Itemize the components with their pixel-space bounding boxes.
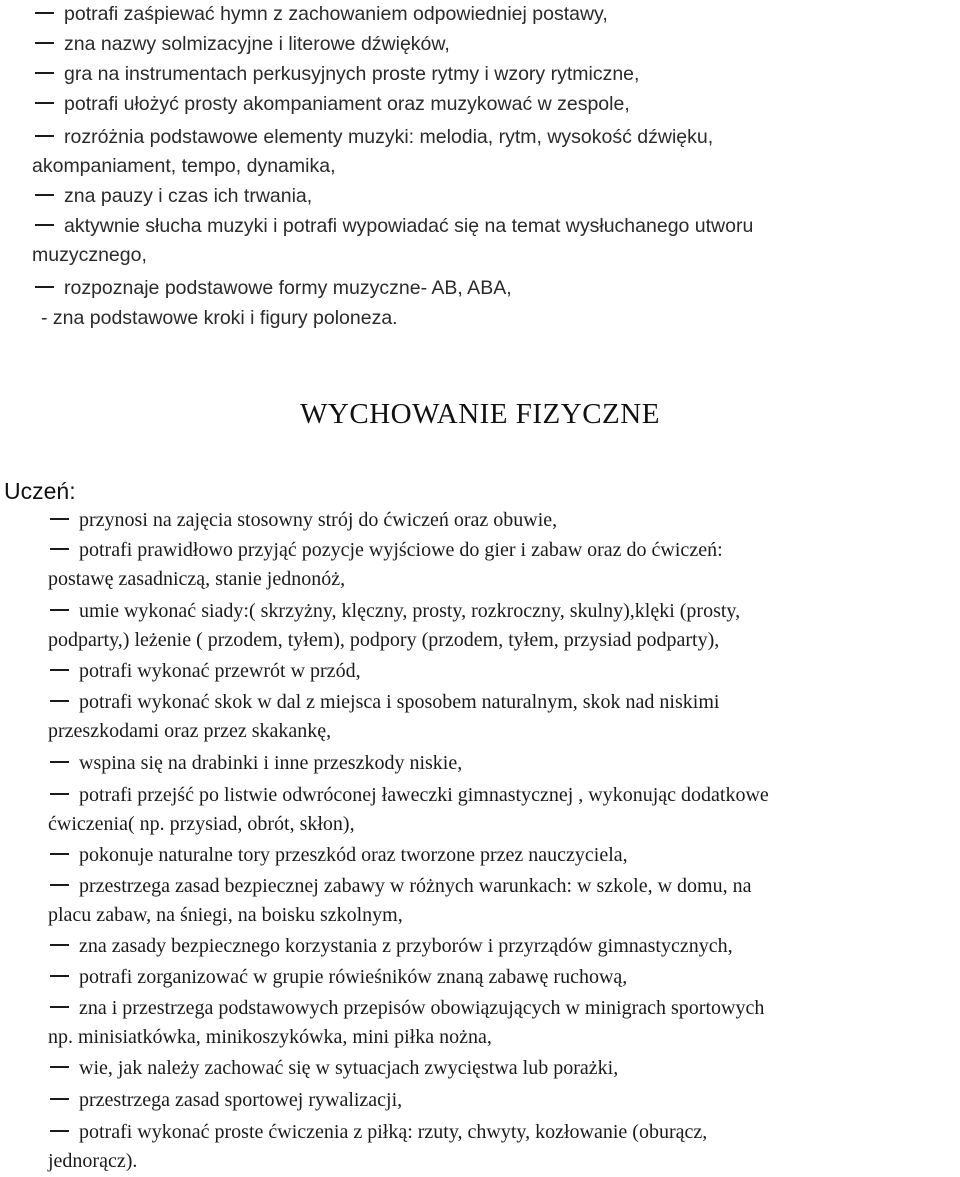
list-item: przestrzega zasad bezpiecznej zabawy w różnych warunkach: w szkole, w domu, na bbox=[50, 874, 751, 898]
list-item-continuation: muzycznego, bbox=[32, 244, 147, 266]
list-item: wspina się na drabinki i inne przeszkody niskie, bbox=[50, 751, 462, 775]
list-item: - zna podstawowe kroki i figury poloneza. bbox=[41, 307, 398, 329]
list-item: zna pauzy i czas ich trwania, bbox=[35, 184, 312, 208]
list-item-continuation: ćwiczenia( np. przysiad, obrót, skłon), bbox=[48, 813, 355, 835]
dash-bullet-icon bbox=[50, 944, 69, 946]
dash-bullet-icon bbox=[35, 194, 54, 196]
list-item: potrafi prawidłowo przyjąć pozycje wyjściowe do gier i zabaw oraz do ćwiczeń: bbox=[50, 538, 723, 562]
list-item: przestrzega zasad sportowej rywalizacji, bbox=[50, 1088, 402, 1112]
list-item: rozróżnia podstawowe elementy muzyki: melodia, rytm, wysokość dźwięku, bbox=[35, 125, 713, 149]
list-item-continuation: przeszkodami oraz przez skakankę, bbox=[48, 720, 332, 742]
dash-bullet-icon bbox=[35, 12, 54, 14]
list-item: zna i przestrzega podstawowych przepisów obowiązujących w minigrach sportowych bbox=[50, 996, 764, 1020]
dash-bullet-icon bbox=[50, 1098, 69, 1100]
list-item: potrafi wykonać skok w dal z miejsca i sposobem naturalnym, skok nad niskimi bbox=[50, 690, 719, 714]
list-item-continuation: np. minisiatkówka, minikoszykówka, mini piłka nożna, bbox=[48, 1026, 492, 1048]
list-item-continuation: jednorącz). bbox=[48, 1150, 138, 1172]
dash-bullet-icon bbox=[50, 975, 69, 977]
dash-bullet-icon bbox=[50, 1006, 69, 1008]
dash-bullet-icon bbox=[35, 224, 54, 226]
dash-bullet-icon bbox=[50, 609, 69, 611]
dash-bullet-icon bbox=[50, 793, 69, 795]
list-item: pokonuje naturalne tory przeszkód oraz tworzone przez nauczyciela, bbox=[50, 843, 628, 867]
dash-bullet-icon bbox=[35, 42, 54, 44]
dash-bullet-icon bbox=[35, 102, 54, 104]
list-item: potrafi zorganizować w grupie rówieśników znaną zabawę ruchową, bbox=[50, 965, 627, 989]
dash-bullet-icon bbox=[50, 518, 69, 520]
list-item: umie wykonać siady:( skrzyżny, klęczny, prosty, rozkroczny, skulny),klęki (prosty, bbox=[50, 599, 740, 623]
list-item: potrafi zaśpiewać hymn z zachowaniem odpowiedniej postawy, bbox=[35, 2, 608, 26]
list-item: aktywnie słucha muzyki i potrafi wypowiadać się na temat wysłuchanego utworu bbox=[35, 214, 753, 238]
list-item: potrafi wykonać proste ćwiczenia z piłką: rzuty, chwyty, kozłowanie (oburącz, bbox=[50, 1120, 707, 1144]
list-item-continuation: postawę zasadniczą, stanie jednonóż, bbox=[48, 568, 346, 590]
student-label: Uczeń: bbox=[4, 478, 76, 504]
dash-bullet-icon bbox=[35, 72, 54, 74]
dash-bullet-icon bbox=[50, 884, 69, 886]
dash-bullet-icon bbox=[35, 135, 54, 137]
dash-bullet-icon bbox=[50, 669, 69, 671]
list-item: wie, jak należy zachować się w sytuacjach zwycięstwa lub porażki, bbox=[50, 1056, 618, 1080]
list-item: gra na instrumentach perkusyjnych proste rytmy i wzory rytmiczne, bbox=[35, 62, 639, 86]
list-item-continuation: akompaniament, tempo, dynamika, bbox=[32, 155, 336, 177]
dash-bullet-icon bbox=[50, 548, 69, 550]
list-item: przynosi na zajęcia stosowny strój do ćwiczeń oraz obuwie, bbox=[50, 508, 557, 532]
list-item: rozpoznaje podstawowe formy muzyczne- AB, ABA, bbox=[35, 276, 512, 300]
list-item: potrafi przejść po listwie odwróconej ławeczki gimnastycznej , wykonując dodatkowe bbox=[50, 783, 769, 807]
list-item: potrafi ułożyć prosty akompaniament oraz muzykować w zespole, bbox=[35, 92, 630, 116]
dash-bullet-icon bbox=[50, 700, 69, 702]
list-item: zna nazwy solmizacyjne i literowe dźwięków, bbox=[35, 32, 450, 56]
dash-bullet-icon bbox=[50, 1066, 69, 1068]
dash-bullet-icon bbox=[50, 853, 69, 855]
section-title: WYCHOWANIE FIZYCZNE bbox=[300, 398, 660, 430]
dash-bullet-icon bbox=[50, 1130, 69, 1132]
list-item: zna zasady bezpiecznego korzystania z przyborów i przyrządów gimnastycznych, bbox=[50, 934, 733, 958]
list-item-continuation: placu zabaw, na śniegi, na boisku szkolnym, bbox=[48, 904, 403, 926]
dash-bullet-icon bbox=[50, 761, 69, 763]
dash-bullet-icon bbox=[35, 286, 54, 288]
list-item-continuation: podparty,) leżenie ( przodem, tyłem), podpory (przodem, tyłem, przysiad podparty), bbox=[48, 629, 720, 651]
list-item: potrafi wykonać przewrót w przód, bbox=[50, 659, 361, 683]
